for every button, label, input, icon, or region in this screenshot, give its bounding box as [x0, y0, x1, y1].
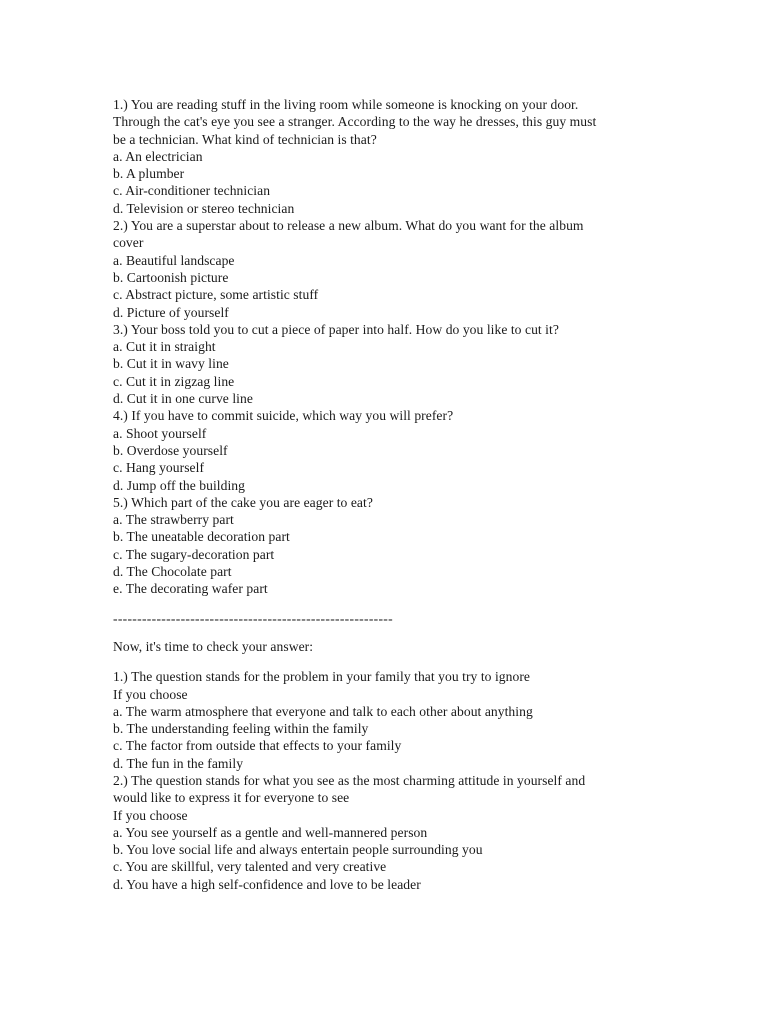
document-page — [113, 96, 653, 893]
text-line: c. Hang yourself — [113, 460, 205, 476]
text-line: d. Picture of yourself — [113, 304, 229, 320]
text-line: 1.) The question stands for the problem in your family that you try to ignore — [113, 669, 530, 685]
text-line: d. Television or stereo technician — [113, 200, 295, 216]
text-line: a. Cut it in straight — [113, 339, 216, 355]
section-divider: ---------------------------------------------------------- — [113, 610, 393, 626]
text-line: d. You have a high self-confidence and love to be leader — [113, 876, 421, 892]
text-line: 5.) Which part of the cake you are eager to eat? — [113, 494, 373, 510]
text-line: Through the cat's eye you see a stranger. According to the way he dresses, this guy must — [113, 114, 597, 130]
text-line: If you choose — [113, 807, 188, 823]
text-line: be a technician. What kind of technician is that? — [113, 131, 377, 147]
text-line: d. Jump off the building — [113, 477, 245, 493]
text-line: c. Abstract picture, some artistic stuff — [113, 287, 319, 303]
text-line: b. Overdose yourself — [113, 442, 228, 458]
text-line: a. You see yourself as a gentle and well-mannered person — [113, 824, 428, 840]
text-line: a. The strawberry part — [113, 512, 234, 528]
text-line: cover — [113, 235, 144, 251]
text-line: 3.) Your boss told you to cut a piece of paper into half. How do you like to cut it? — [113, 321, 559, 337]
text-line: c. Air-conditioner technician — [113, 183, 271, 199]
text-line: a. The warm atmosphere that everyone and talk to each other about anything — [113, 703, 533, 719]
text-line: d. The fun in the family — [113, 755, 244, 771]
text-line: 2.) The question stands for what you see as the most charming attitude in yourself and — [113, 772, 586, 788]
answers-intro: Now, it's time to check your answer: — [113, 638, 314, 654]
text-line: b. Cartoonish picture — [113, 269, 229, 285]
text-line: b. You love social life and always entertain people surrounding you — [113, 842, 483, 858]
quiz-questions — [113, 96, 653, 598]
text-line: d. Cut it in one curve line — [113, 391, 253, 407]
text-line: a. Beautiful landscape — [113, 252, 235, 268]
answer-explanations — [113, 668, 653, 893]
text-line: a. Shoot yourself — [113, 425, 207, 441]
text-line: e. The decorating wafer part — [113, 581, 268, 597]
text-line: b. Cut it in wavy line — [113, 356, 229, 372]
text-line: c. Cut it in zigzag line — [113, 373, 235, 389]
text-line: If you choose — [113, 686, 188, 702]
text-line: 4.) If you have to commit suicide, which way you will prefer? — [113, 408, 454, 424]
text-line: b. A plumber — [113, 166, 185, 182]
text-line: 2.) You are a superstar about to release a new album. What do you want for the album — [113, 218, 584, 234]
text-line: c. You are skillful, very talented and very creative — [113, 859, 387, 875]
text-line: c. The sugary-decoration part — [113, 546, 275, 562]
text-line: b. The understanding feeling within the family — [113, 721, 369, 737]
text-line: c. The factor from outside that effects to your family — [113, 738, 402, 754]
text-line: would like to express it for everyone to see — [113, 790, 350, 806]
text-line: b. The uneatable decoration part — [113, 529, 290, 545]
text-line: d. The Chocolate part — [113, 564, 232, 580]
text-line: a. An electrician — [113, 148, 203, 164]
text-line: 1.) You are reading stuff in the living room while someone is knocking on your door. — [113, 97, 579, 112]
